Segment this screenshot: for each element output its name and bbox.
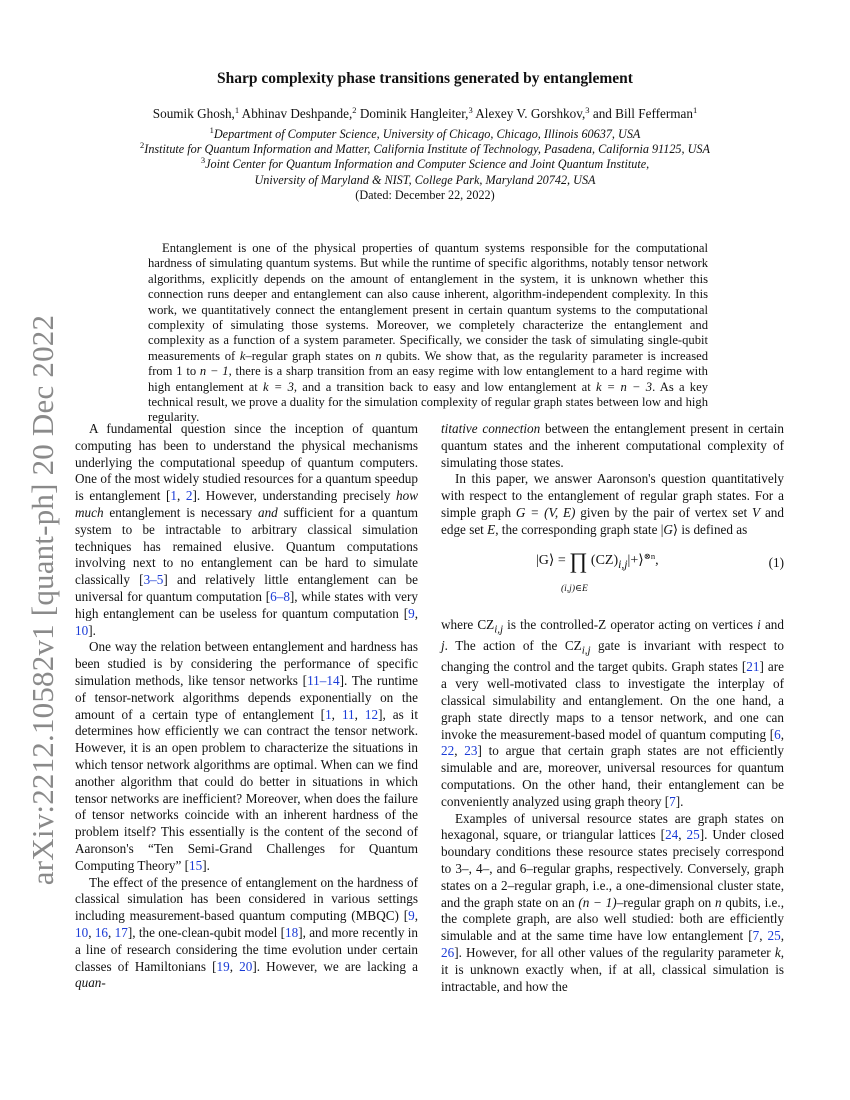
affiliation-marker: 1	[234, 105, 240, 115]
citation-link[interactable]: 12	[364, 706, 379, 722]
affiliation-text: Department of Computer Science, University of Chicago, Chicago, Illinois 60637, USA	[213, 127, 641, 141]
equation-1	[441, 549, 784, 605]
citation-link[interactable]: 7	[669, 793, 676, 809]
citation-link[interactable]: 1	[325, 706, 332, 722]
affiliation-marker: 3	[468, 105, 473, 115]
citation-link[interactable]: 2	[185, 488, 193, 504]
equation-number: (1)	[768, 554, 784, 570]
citation-link[interactable]: 3–5	[143, 572, 164, 588]
citation-link[interactable]: 18	[285, 924, 299, 940]
right-column	[441, 421, 784, 995]
affiliation-marker: 2	[140, 140, 145, 151]
citation-link[interactable]: 19	[216, 958, 230, 974]
citation-link[interactable]: 16	[94, 924, 108, 940]
affiliation-line	[0, 142, 850, 157]
paragraph: titative connection between the entanglement present in certain quantum states and the inherent computational complexity of simulating those states.	[441, 421, 785, 470]
author-list	[0, 106, 850, 122]
citation-link[interactable]: 23	[464, 743, 478, 759]
affiliation-marker: 2	[352, 105, 357, 115]
citation-link[interactable]: 9	[408, 605, 415, 621]
math-symbol: k = n − 3	[595, 379, 653, 394]
math-symbol: n − 1	[199, 364, 229, 379]
citation-link[interactable]: 7	[752, 928, 760, 944]
paragraph: A fundamental question since the inception of quantum computing has been to understand the physical mechanisms underlying the computational speedup of quantum computers. One of the most widely studied resources for a quantum speedup is entanglement [1, 2]. However, understanding precisely how much entanglement is necessary and sufficient for a quantum system to be intractable to arbitrary classical simulation techniques has remained elusive. Quantum computations involving next to no entanglement can be hard to simulate classically [3–5] and relatively little entanglement can be universal for quantum computation [6–8], while states with very high entanglement can be useless for quantum computation [9, 10].	[75, 421, 418, 638]
citation-link[interactable]: 6	[774, 726, 781, 742]
author-name: Abhinav Deshpande,	[239, 106, 353, 121]
citation-link[interactable]: 26	[441, 945, 455, 960]
author-name: Dominik Hangleiter,	[356, 106, 469, 121]
equation-subscript: (i,j)∈E	[561, 583, 588, 594]
affiliation-line	[0, 127, 850, 142]
math-symbol: k	[239, 348, 246, 363]
affiliation-marker: 1	[692, 105, 698, 115]
citation-link[interactable]: 24	[665, 827, 679, 843]
affiliation-marker: 1	[209, 125, 214, 135]
paragraph: In this paper, we answer Aaronson's question quantitatively with respect to the entanglement of regular graph states. For a simple graph G = (V, E) given by the pair of vertex set V and edge set E, the corresponding graph state |G⟩ is defined as	[441, 471, 784, 537]
citation-link[interactable]: 11	[341, 706, 355, 722]
affiliation-marker: 3	[585, 105, 590, 115]
citation-link[interactable]: 20	[239, 958, 253, 974]
abstract-text: Entanglement is one of the physical properties of quantum systems responsible for the computational hardness of simulating quantum systems. But while the runtime of specific algorithms, notably tensor network algorithms, explicitly depends on the amount of entanglement in the system, it is unknown whether this connection runs deeper and entanglement can also cause inherent, algorithm-independent complexity. In this work, we quantitatively connect the entanglement present in certain quantum systems to the computational complexity of simulating those systems. Moreover, we completely characterize the entanglement and complexity as a function of a system parameter. Specifically, we consider the task of simulating single-qubit measurements of	[148, 241, 708, 363]
citation-link[interactable]: 22	[441, 743, 455, 759]
paragraph: The effect of the presence of entanglement on the hardness of classical simulation has been considered in various settings including measurement-based quantum computing (MBQC) [9, 10, 16, 17], the one-clean-qubit model [18], and more recently in a line of research considering the time evolution under certain classes of Hamiltonians [19, 20]. However, we are lacking a quan-	[75, 874, 419, 991]
equation-body: |G⟩ = ∏ $(CZ)_{i,j}|+⟩^{\otimes n}$,	[536, 547, 659, 573]
citation-link[interactable]: 21	[746, 659, 760, 675]
author-name: Soumik Ghosh,	[152, 106, 235, 121]
affiliations	[0, 127, 850, 203]
affiliation-line	[0, 157, 850, 172]
math-symbol: k = 3	[263, 379, 294, 394]
paragraph: where $CZ_{i,j}$ is the controlled-Z operator acting on vertices i and j. The action of the $CZ_{i,j}$ gate is invariant with respect to changing the control and the target qubits. Graph states [21] are a very well-motivated class to investigate the interplay of classical simulability and entanglement. On the one hand, a graph state directly maps to a tensor network, and one can invoke the measurement-based model of quantum computing [6, 22, 23] to argue that certain graph states are not efficiently simulable and are, moreover, universal resources for quantum computations. On the other hand, their entanglement can be conveniently analyzed using graph theory [7].	[441, 616, 784, 809]
abstract-text: –regular graph states on	[245, 348, 376, 363]
affiliation-text: Joint Center for Quantum Information and Computer Science and Joint Quantum Institute,	[205, 157, 650, 172]
citation-link[interactable]: 6–8	[270, 588, 290, 604]
citation-link[interactable]: 15	[189, 857, 203, 873]
citation-link[interactable]: 10	[75, 924, 89, 940]
arxiv-identifier[interactable]: arXiv:2212.10582v1 [quant-ph] 20 Dec 2022	[25, 314, 60, 886]
citation-link[interactable]: 11–14	[307, 672, 340, 688]
author-name: Alexey V. Gorshkov,	[472, 106, 586, 121]
affiliation-line	[0, 173, 850, 188]
affiliation-text: University of Maryland & NIST, College Park, Maryland 20742, USA	[254, 172, 596, 187]
citation-link[interactable]: 1	[170, 488, 178, 504]
abstract-text: qubits. We show that, as the regularity parameter is increased from 1 to	[148, 348, 709, 379]
abstract-text: , and a transition back to easy and low entanglement at	[293, 379, 596, 394]
citation-link[interactable]: 25	[686, 827, 700, 843]
citation-link[interactable]: 25	[767, 928, 781, 944]
math-symbol: n	[375, 348, 382, 363]
abstract-text: . As a key technical result, we prove a duality for the simulation complexity of regular graph states between low and high regularity.	[148, 379, 708, 425]
paragraph: Examples of universal resource states are graph states on hexagonal, square, or triangular lattices [24, 25]. Under closed boundary conditions these resource states precisely correspond to 3–, 4–, and 6–regular graphs, respectively. Conversely, graph states on a 2–regular graph, i.e., a one-dimensional cluster state, and the graph state on an (n − 1)–regular graph on n qubits, i.e., the complete graph, are also well studied: both are efficiently simulable and at the same time have low entanglement [7, 25, 26]. However, for all other values of the regularity parameter k, it is unknown exactly when, if at all, classical simulation is intractable, and how the	[441, 810, 785, 994]
citation-link[interactable]: 9	[408, 908, 415, 924]
left-column	[75, 421, 418, 992]
paragraph: One way the relation between entanglement and hardness has been studied is by considering the performance of specific simulation methods, like tensor networks [11–14]. The runtime of tensor-network algorithms depends exponentially on the amount of a certain type of entanglement [1, 11, 12], as it determines how efficiently we can contract the tensor network. However, it is an open problem to characterize the situations in which tensor network algorithms are optimal. When can we find another algorithm that could do better in situations in which tensor networks are inefficient? Moreover, when does the failure of tensor networks coincide with an inherent hardness of the problem itself? This essentially is the content of the second of Aaronson's “Ten Semi-Grand Challenges for Quantum Computing Theory” [15].	[75, 639, 419, 873]
abstract-text: , there is a sharp transition from an easy regime with low entanglement to a hard regime with high entanglement at	[148, 364, 708, 394]
dated-line: (Dated: December 22, 2022)	[355, 187, 495, 202]
affiliation-text: Institute for Quantum Information and Matter, California Institute of Technology, Pasadena, California 91125, USA	[144, 142, 710, 157]
affiliation-marker: 3	[200, 155, 206, 166]
citation-link[interactable]: 17	[114, 924, 128, 940]
abstract	[148, 241, 708, 426]
author-name: and Bill Fefferman	[589, 106, 693, 121]
paper-title: Sharp complexity phase transitions generated by entanglement	[217, 70, 633, 87]
citation-link[interactable]: 10	[75, 622, 89, 638]
